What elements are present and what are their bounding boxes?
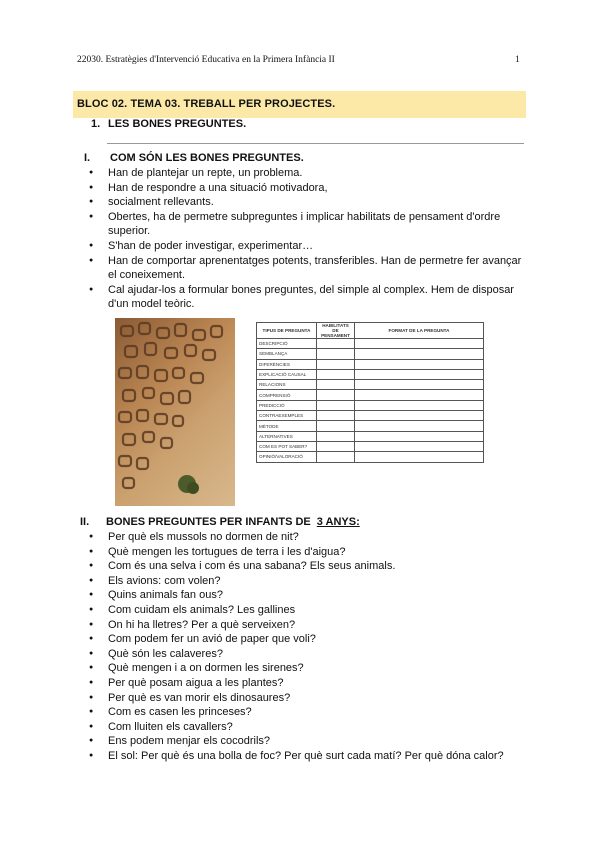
table-cell-question-type: PREDICCIÓ [257, 400, 317, 410]
part2-title-wrap [106, 516, 360, 528]
part1-title: COM SÓN LES BONES PREGUNTES. [110, 152, 304, 164]
table-header: TIPUS DE PREGUNTA [257, 323, 317, 339]
table-header: HABILITATS DE PENSAMENT [317, 323, 355, 339]
table-cell-empty [355, 390, 484, 400]
page-number: 1 [515, 55, 520, 65]
table-cell-empty [355, 431, 484, 441]
section-title: LES BONES PREGUNTES. [108, 118, 247, 130]
list-item: ● Ens podem menjar els cocodrils? [86, 734, 526, 749]
table-row [257, 441, 484, 451]
table-cell-empty [355, 411, 484, 421]
part2-numeral: II. [80, 516, 90, 528]
table-cell-empty [317, 349, 355, 359]
bloc-title: BLOC 02. TEMA 03. TREBALL PER PROJECTES. [77, 98, 336, 110]
table-cell-empty [317, 369, 355, 379]
table-cell-question-type: ALTERNATIVES [257, 431, 317, 441]
part1-numeral: I. [84, 152, 91, 164]
part2-title-emphasis: 3 ANYS: [316, 516, 360, 528]
table-cell-question-type: MÈTODE [257, 421, 317, 431]
table-row [257, 349, 484, 359]
table-cell-empty [355, 369, 484, 379]
table-header: FORMAT DE LA PREGUNTA [355, 323, 484, 339]
part1-bullet-list [86, 166, 526, 312]
table-cell-empty [317, 431, 355, 441]
table-cell-empty [317, 390, 355, 400]
list-item: ● Com podem fer un avió de paper que voli? [86, 632, 526, 647]
table-cell-empty [355, 421, 484, 431]
question-types-table [256, 322, 484, 463]
list-item: ● Com lluiten els cavallers? [86, 720, 526, 735]
list-item: ● Han de respondre a una situació motivadora, [86, 181, 526, 196]
aerial-settlement-photo [115, 318, 235, 506]
list-item: ● Per què posam aigua a les plantes? [86, 676, 526, 691]
table-row [257, 400, 484, 410]
table-cell-empty [355, 380, 484, 390]
list-item: ● S'han de poder investigar, experimentar… [86, 239, 526, 254]
list-item: ● Per què es van morir els dinosaures? [86, 691, 526, 706]
settlement-illustration [115, 318, 235, 506]
table-row [257, 369, 484, 379]
section-number: 1. [91, 118, 101, 130]
table-cell-question-type: EXPLICACIÓ CAUSAL [257, 369, 317, 379]
part2-bullet-list [86, 530, 526, 764]
list-item: ● Com es casen les princeses? [86, 705, 526, 720]
table-cell-empty [317, 421, 355, 431]
table-cell-empty [317, 411, 355, 421]
list-item: ● socialment rellevants. [86, 195, 526, 210]
divider [107, 143, 524, 144]
list-item: ● Com cuidam els animals? Les gallines [86, 603, 526, 618]
table-cell-empty [355, 349, 484, 359]
section-heading [91, 118, 246, 130]
table-row [257, 339, 484, 349]
table-row [257, 431, 484, 441]
list-item: ● Quins animals fan ous? [86, 588, 526, 603]
table-cell-empty [317, 339, 355, 349]
table-cell-question-type: DESCRIPCIÓ [257, 339, 317, 349]
table-cell-empty [317, 400, 355, 410]
table-cell-question-type: COMPRENSIÓ [257, 390, 317, 400]
list-item: ● Què són les calaveres? [86, 647, 526, 662]
table-row [257, 452, 484, 462]
table-cell-empty [355, 400, 484, 410]
table-cell-empty [355, 441, 484, 451]
table-cell-question-type: SEMBLANÇA [257, 349, 317, 359]
table-cell-empty [317, 452, 355, 462]
table-row [257, 359, 484, 369]
list-item: ● Com és una selva i com és una sabana? Els seus animals. [86, 559, 526, 574]
bloc-title-band [73, 91, 526, 118]
table-row [257, 380, 484, 390]
table-cell-empty [355, 359, 484, 369]
part2-title: BONES PREGUNTES PER INFANTS DE [106, 516, 311, 528]
table-cell-empty [317, 359, 355, 369]
list-item: ● Els avions: com volen? [86, 574, 526, 589]
list-item: ● Cal ajudar-los a formular bones preguntes, del simple al complex. Hem de disposar d'un model teòric. [86, 283, 526, 312]
list-item: ● Què mengen les tortugues de terra i les d'aigua? [86, 545, 526, 560]
table-cell-empty [355, 339, 484, 349]
table-cell-question-type: OPINIÓ/VALORACIÓ [257, 452, 317, 462]
table-row [257, 390, 484, 400]
table-cell-question-type: DIFERÈNCIES [257, 359, 317, 369]
list-item: ● Han de comportar aprenentatges potents, transferibles. Han de permetre fer avançar el coneixement. [86, 254, 526, 283]
table-cell-question-type: COM ES POT SABER? [257, 441, 317, 451]
list-item: ● Per què els mussols no dormen de nit? [86, 530, 526, 545]
list-item: ● Han de plantejar un repte, un problema. [86, 166, 526, 181]
list-item: ● Obertes, ha de permetre subpreguntes i implicar habilitats de pensament d'ordre superior. [86, 210, 526, 239]
table-cell-question-type: RELACIONS [257, 380, 317, 390]
list-item: ● El sol: Per què és una bolla de foc? Per què surt cada matí? Per què dóna calor? [86, 749, 526, 764]
table-row [257, 411, 484, 421]
table-cell-empty [317, 380, 355, 390]
running-header-course: 22030. Estratègies d'Intervenció Educativa en la Primera Infància II [77, 55, 335, 65]
table-cell-empty [317, 441, 355, 451]
table-cell-empty [355, 452, 484, 462]
table-cell-question-type: CONTRAEXEMPLES [257, 411, 317, 421]
list-item: ● On hi ha lletres? Per a què serveixen? [86, 618, 526, 633]
table-row [257, 421, 484, 431]
list-item: ● Què mengen i a on dormen les sirenes? [86, 661, 526, 676]
